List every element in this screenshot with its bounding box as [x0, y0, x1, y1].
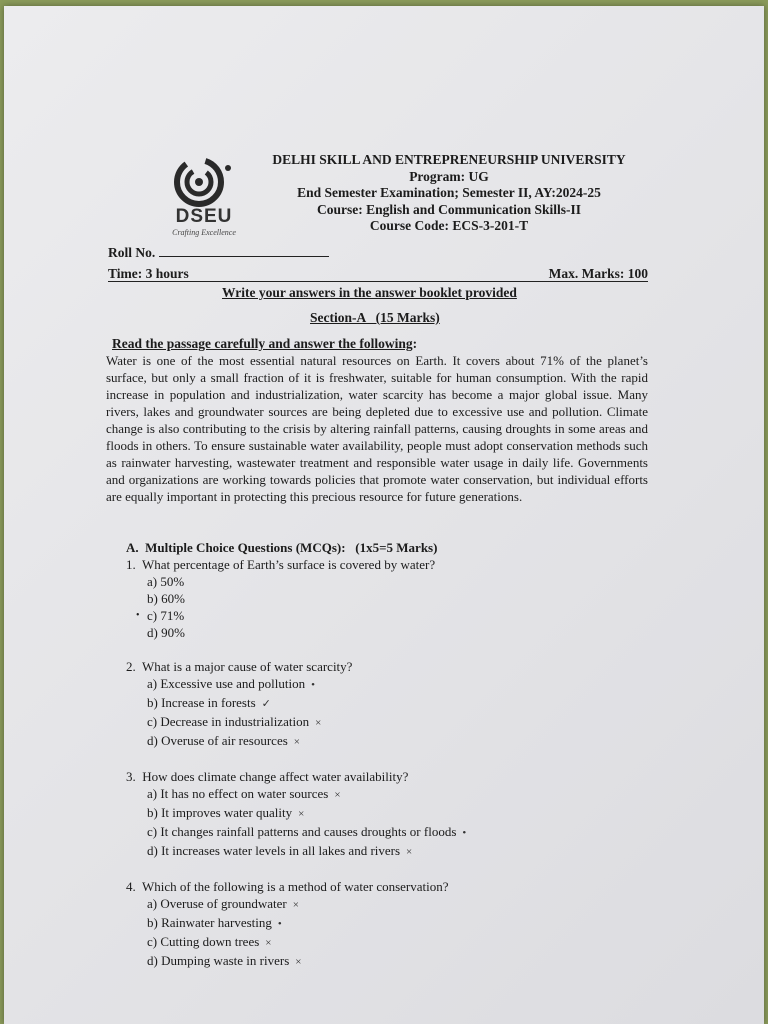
option-text: c) Decrease in industrialization — [147, 714, 310, 729]
cross-mark-icon: × — [406, 846, 413, 858]
option-c — [126, 933, 626, 952]
option-text: c) It changes rainfall patterns and causes droughts or floods — [147, 824, 457, 839]
course-line: Course: English and Communication Skills-II — [316, 201, 582, 217]
reading-passage: Water is one of the most essential natural resources on Earth. It covers about 71% of the planet’s surface, but only a small fraction of it is freshwater, suitable for human consumption. With the rapid increase in population and industrialization, water scarcity has become a major global issue. Many rivers, lakes and groundwater sources are being depleted due to excessive use and pollution. Climate change is also contributing to the crisis by altering rainfall patterns, causing droughts in some areas and floods in others. To ensure sustainable water availability, people must adopt conservation methods such as rainwater harvesting, wastewater treatment and responsible water usage in daily life. Governments and organizations are working towards policies that promote water conservation, but individual efforts are equally important in protecting this precious resource for future generations. — [106, 353, 648, 504]
cross-mark-icon: × — [265, 937, 272, 949]
cross-mark-icon: × — [292, 899, 299, 911]
option-a — [126, 675, 626, 694]
option-text: a) Excessive use and pollution — [147, 676, 306, 691]
option-b — [126, 694, 626, 713]
option-text: b) It improves water quality — [147, 805, 293, 820]
logo-tagline: Crafting Excellence — [172, 228, 236, 237]
option-text: d) It increases water levels in all lakes and rivers — [147, 843, 401, 858]
mcq-section — [126, 540, 626, 971]
question-2 — [126, 658, 626, 751]
cross-mark-icon: × — [315, 717, 322, 729]
question-3 — [126, 768, 626, 861]
university-title: DELHI SKILL AND ENTREPRENEURSHIP UNIVERSITY — [272, 152, 626, 167]
option-d — [126, 842, 626, 861]
answer-instruction: Write your answers in the answer booklet provided — [222, 285, 517, 300]
cross-mark-icon: × — [295, 956, 302, 968]
logo-name: DSEU — [175, 206, 233, 227]
option-text: a) It has no effect on water sources — [147, 786, 329, 801]
option-c — [126, 713, 626, 732]
roll-number-row — [108, 244, 329, 261]
time-label: Time: 3 hours — [108, 266, 189, 281]
max-marks-label: Max. Marks: 100 — [548, 266, 648, 281]
option-text: d) Overuse of air resources — [147, 733, 288, 748]
exam-line: End Semester Examination; Semester II, AY:2024-25 — [297, 185, 601, 200]
option-c — [126, 823, 626, 842]
roll-number-blank — [159, 244, 329, 257]
question-number: 3. — [126, 769, 136, 784]
option-text: a) Overuse of groundwater — [147, 896, 287, 911]
dot-mark-icon: • — [311, 679, 315, 691]
option-text: c) 71% — [147, 608, 185, 623]
time-marks-row — [108, 266, 648, 282]
question-number: 2. — [126, 659, 136, 674]
cross-mark-icon: × — [293, 736, 300, 748]
option-a — [126, 895, 626, 914]
passage-heading-row — [112, 336, 417, 352]
option-a: a) 50% — [147, 574, 185, 589]
exam-paper — [4, 6, 764, 1024]
option-text: c) Cutting down trees — [147, 934, 260, 949]
option-b — [126, 804, 626, 823]
passage-heading-colon: : — [412, 336, 418, 351]
question-number: 1. — [126, 557, 136, 572]
question-text: What is a major cause of water scarcity? — [142, 659, 353, 674]
program-line: Program: UG — [409, 168, 489, 184]
section-title: Section-A (15 Marks) — [310, 310, 440, 325]
option-text: b) Increase in forests — [147, 695, 256, 710]
question-4 — [126, 878, 626, 971]
dot-mark-icon: • — [462, 827, 467, 839]
option-text: d) Dumping waste in rivers — [147, 953, 290, 968]
option-d — [126, 732, 626, 751]
question-text: How does climate change affect water availability? — [142, 769, 409, 784]
option-d — [126, 952, 626, 971]
tick-mark-icon: • — [136, 610, 140, 621]
option-c — [126, 607, 626, 624]
question-text: Which of the following is a method of water conservation? — [142, 879, 449, 894]
option-a — [126, 785, 626, 804]
dot-mark-icon: • — [277, 918, 282, 930]
option-b: b) 60% — [147, 591, 185, 606]
mcq-heading: A. Multiple Choice Questions (MCQs): (1x5=5 Marks) — [126, 540, 438, 555]
cross-mark-icon: × — [334, 789, 341, 801]
course-code-line: Course Code: ECS-3-201-T — [369, 218, 529, 233]
exam-header — [249, 152, 649, 235]
university-logo — [164, 156, 244, 237]
passage-heading: Read the passage carefully and answer the following — [112, 336, 413, 351]
question-text: What percentage of Earth’s surface is covered by water? — [142, 557, 436, 572]
roll-number-label: Roll No. — [108, 245, 156, 260]
dseu-emblem-icon — [173, 156, 235, 208]
option-d: d) 90% — [147, 625, 185, 640]
question-number: 4. — [126, 879, 136, 894]
cross-mark-icon: ✓ — [261, 698, 271, 710]
option-b — [126, 914, 626, 933]
cross-mark-icon: × — [298, 808, 305, 820]
question-1 — [126, 556, 626, 641]
option-text: b) Rainwater harvesting — [147, 915, 272, 930]
